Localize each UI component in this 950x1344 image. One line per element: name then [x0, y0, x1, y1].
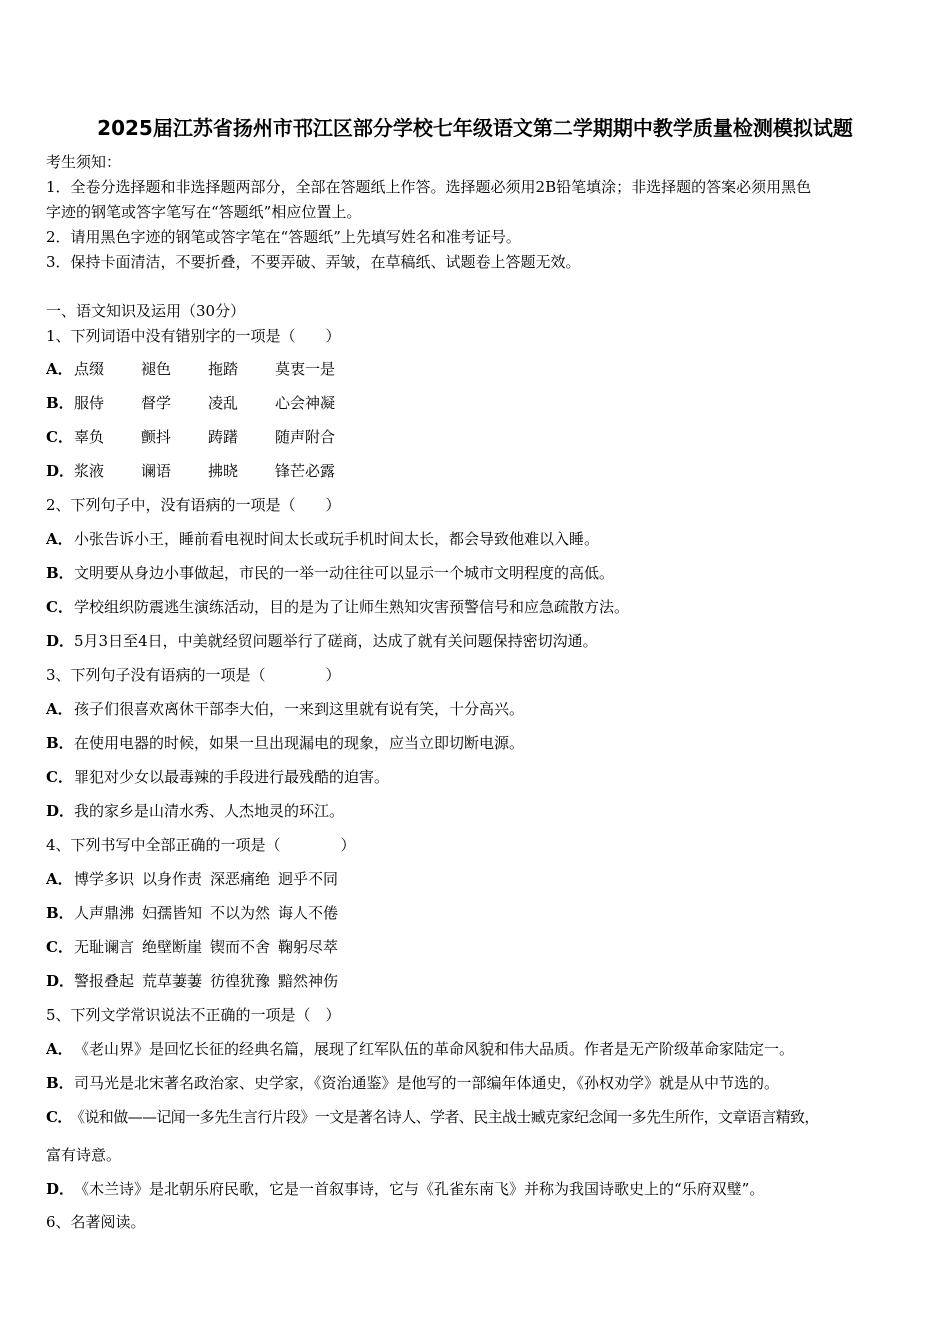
- page-title: 2025届江苏省扬州市邗江区部分学校七年级语文第二学期期中教学质量检测模拟试题: [97, 116, 853, 140]
- option-label: B．: [46, 904, 74, 922]
- word: 博学多识: [74, 870, 135, 888]
- word: 督学: [141, 394, 172, 412]
- word: 锲而不舍: [210, 938, 271, 956]
- option-label: D．: [46, 802, 75, 820]
- option-label: D．: [46, 1180, 75, 1198]
- option-label: B．: [46, 734, 74, 752]
- word: 深恶痛绝: [210, 870, 271, 888]
- word: 拂晓: [208, 462, 239, 480]
- word: 心会神凝: [275, 394, 336, 412]
- notice-item: 字迹的钢笔或答字笔写在“答题纸”相应位置上。: [46, 203, 362, 221]
- notice-item: 2．请用黑色字迹的钢笔或答字笔在“答题纸”上先填写姓名和准考证号。: [46, 228, 521, 246]
- option-label: D．: [46, 462, 75, 480]
- notice-item: 3．保持卡面清洁，不要折叠，不要弄破、弄皱，在草稿纸、试题卷上答题无效。: [46, 253, 581, 271]
- option-text: 《老山界》是回忆长征的经典名篇，展现了红军队伍的革命风貌和伟大品质。作者是无产阶级革命家陆定一。: [74, 1040, 795, 1058]
- word: 妇孺皆知: [142, 904, 203, 922]
- option-text: 我的家乡是山清水秀、人杰地灵的环江。: [74, 802, 345, 820]
- q2-option-c: [46, 597, 629, 617]
- word: 黯然神伤: [278, 972, 339, 990]
- q3-option-a: [46, 699, 524, 719]
- option-label: D．: [46, 972, 75, 990]
- option-label: A．: [46, 1040, 73, 1058]
- word: 绝壁断崖: [142, 938, 203, 956]
- word: 无耻谰言: [74, 938, 135, 956]
- option-text: 《说和做——记闻一多先生言行片段》一文是著名诗人、学者、民主战士臧克家纪念闻一多先生所作，文章语言精致，: [70, 1108, 819, 1126]
- word: 踌躇: [208, 428, 239, 446]
- q5-option-a: [46, 1039, 794, 1059]
- option-label: D．: [46, 632, 75, 650]
- word: 人声鼎沸: [74, 904, 135, 922]
- option-text: 司马光是北宋著名政治家、史学家，《资治通鉴》是他写的一部编年体通史，《孙权劝学》就是从中节选的。: [74, 1074, 780, 1092]
- word: 随声附合: [275, 428, 336, 446]
- word: 辜负: [74, 428, 105, 446]
- notice-heading: 考生须知：: [46, 153, 122, 171]
- question-2-stem: 2、下列句子中，没有语病的一项是（ ）: [46, 496, 341, 514]
- word: 诲人不倦: [278, 904, 339, 922]
- word: 点缀: [74, 360, 105, 378]
- section-heading: 一、语文知识及运用（30分）: [46, 302, 246, 320]
- option-text: 孩子们很喜欢离休干部李大伯，一来到这里就有说有笑，十分高兴。: [74, 700, 525, 718]
- question-4-stem: 4、下列书写中全部正确的一项是（ ）: [46, 836, 356, 854]
- option-text: 在使用电器的时候，如果一旦出现漏电的现象，应当立即切断电源。: [74, 734, 525, 752]
- q2-option-b: [46, 563, 614, 583]
- q5-option-d: [46, 1179, 764, 1199]
- word: 彷徨犹豫: [210, 972, 271, 990]
- option-label: B．: [46, 394, 74, 412]
- option-label: B．: [46, 1074, 74, 1092]
- option-label: C．: [46, 938, 73, 956]
- word: 服侍: [74, 394, 105, 412]
- option-label: B．: [46, 564, 74, 582]
- option-label: C．: [46, 598, 73, 616]
- q4-option-c: [46, 937, 346, 957]
- option-label: A．: [46, 870, 73, 888]
- q1-option-d: [46, 461, 342, 481]
- word: 荒草萋萋: [142, 972, 203, 990]
- word: 颤抖: [141, 428, 172, 446]
- q4-option-a: [46, 869, 346, 889]
- option-label: A．: [46, 530, 73, 548]
- word: 以身作责: [142, 870, 203, 888]
- word: 不以为然: [210, 904, 271, 922]
- option-text: 罪犯对少女以最毒辣的手段进行最残酷的迫害。: [74, 768, 390, 786]
- option-label: C．: [46, 768, 73, 786]
- question-1-stem: 1、下列词语中没有错别字的一项是（ ）: [46, 327, 341, 345]
- option-text: 文明要从身边小事做起，市民的一举一动往往可以显示一个城市文明程度的高低。: [74, 564, 615, 582]
- option-label: A．: [46, 700, 73, 718]
- option-label: A．: [46, 360, 73, 378]
- q4-option-b: [46, 903, 346, 923]
- q3-option-c: [46, 767, 389, 787]
- option-label: C．: [46, 1108, 72, 1126]
- word: 浆液: [74, 462, 105, 480]
- word: 迥乎不同: [278, 870, 339, 888]
- word: 鞠躬尽萃: [278, 938, 339, 956]
- word: 谰语: [141, 462, 172, 480]
- q5-option-c-continued: 富有诗意。: [46, 1146, 122, 1164]
- q5-option-c: [46, 1107, 819, 1127]
- q1-option-c: [46, 427, 342, 447]
- q1-option-a: [46, 359, 342, 379]
- word: 拖踏: [208, 360, 239, 378]
- notice-item: 1．全卷分选择题和非选择题两部分，全部在答题纸上作答。选择题必须用2B铅笔填涂；非选择题的答案必须用黑色: [46, 178, 812, 196]
- option-text: 学校组织防震逃生演练活动，目的是为了让师生熟知灾害预警信号和应急疏散方法。: [74, 598, 630, 616]
- word: 褪色: [141, 360, 172, 378]
- question-3-stem: 3、下列句子没有语病的一项是（ ）: [46, 666, 341, 684]
- word: 莫衷一是: [275, 360, 336, 378]
- option-label: C．: [46, 428, 73, 446]
- q3-option-b: [46, 733, 524, 753]
- word: 警报叠起: [74, 972, 135, 990]
- q2-option-d: [46, 631, 598, 651]
- q1-option-b: [46, 393, 342, 413]
- word: 锋芒必露: [275, 462, 336, 480]
- option-text: 《木兰诗》是北朝乐府民歌，它是一首叙事诗，它与《孔雀东南飞》并称为我国诗歌史上的“乐府双璧”。: [74, 1180, 765, 1198]
- question-6-stem: 6、名著阅读。: [46, 1213, 146, 1231]
- q4-option-d: [46, 971, 346, 991]
- q3-option-d: [46, 801, 344, 821]
- word: 凌乱: [208, 394, 239, 412]
- option-text: 小张告诉小王，睡前看电视时间太长或玩手机时间太长，都会导致他难以入睡。: [74, 530, 600, 548]
- q2-option-a: [46, 529, 599, 549]
- option-text: 5月3日至4日，中美就经贸问题举行了磋商，达成了就有关问题保持密切沟通。: [74, 632, 598, 650]
- q5-option-b: [46, 1073, 779, 1093]
- question-5-stem: 5、下列文学常识说法不正确的一项是（ ）: [46, 1006, 341, 1024]
